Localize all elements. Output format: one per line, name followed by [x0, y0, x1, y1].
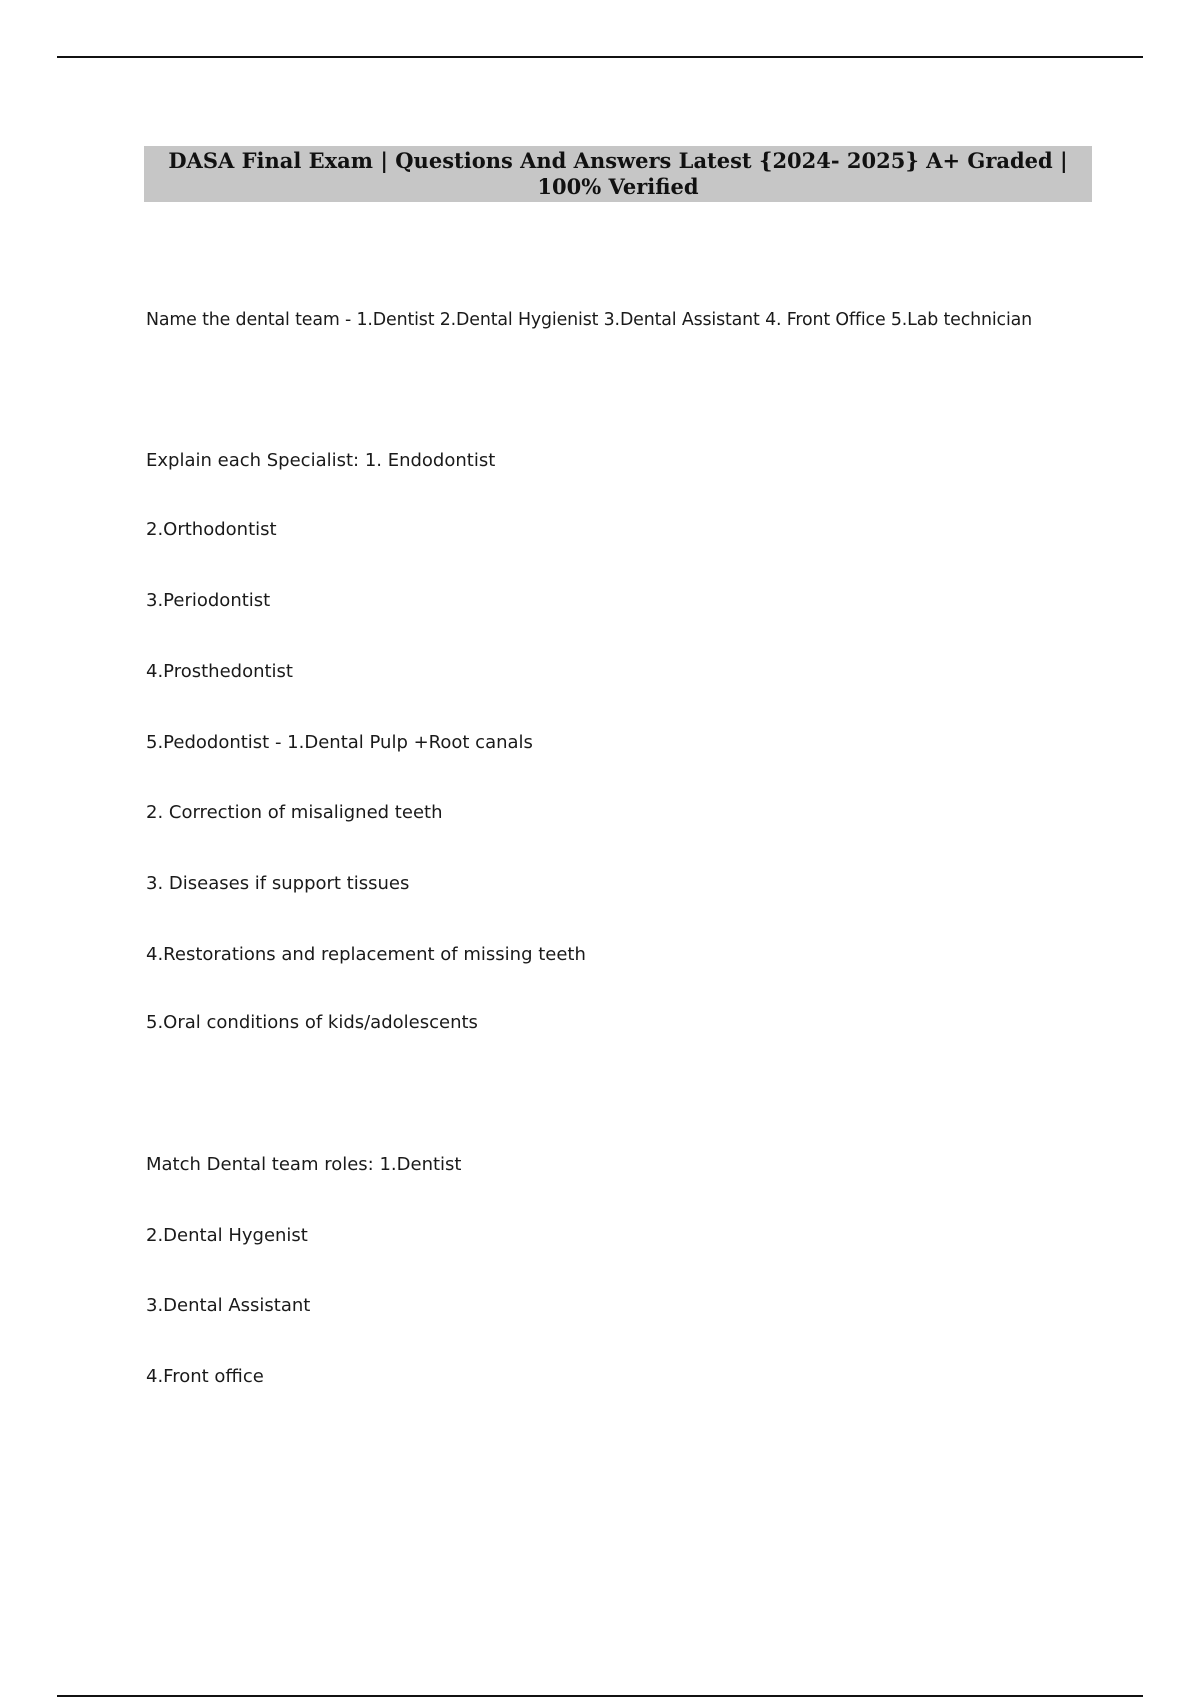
text-line: 3.Periodontist: [146, 590, 271, 611]
question-specialists: Explain each Specialist: 1. Endodontist: [146, 450, 496, 471]
text-line: 4.Front office: [146, 1366, 264, 1387]
text-line: 4.Prosthedontist: [146, 661, 293, 682]
text-line: 3. Diseases if support tissues: [146, 873, 410, 894]
text-line: 2.Dental Hygenist: [146, 1225, 308, 1246]
text-line: 5.Pedodontist - 1.Dental Pulp +Root canals: [146, 732, 533, 753]
text-line: 5.Oral conditions of kids/adolescents: [146, 1012, 478, 1033]
header-rule: [57, 56, 1143, 58]
text-line: 4.Restorations and replacement of missing teeth: [146, 944, 586, 965]
text-line: 2.Orthodontist: [146, 519, 277, 540]
text-line: 3.Dental Assistant: [146, 1295, 311, 1316]
document-title: DASA Final Exam | Questions And Answers Latest {2024- 2025} A+ Graded | 100% Verified: [168, 148, 1068, 199]
text-line: 2. Correction of misaligned teeth: [146, 802, 443, 823]
question-dental-team: Name the dental team - 1.Dentist 2.Dental Hygienist 3.Dental Assistant 4. Front Office 5.Lab technician: [146, 310, 1033, 330]
footer-rule: [57, 1695, 1143, 1697]
question-team-roles: Match Dental team roles: 1.Dentist: [146, 1154, 462, 1175]
title-banner: [144, 146, 1092, 202]
